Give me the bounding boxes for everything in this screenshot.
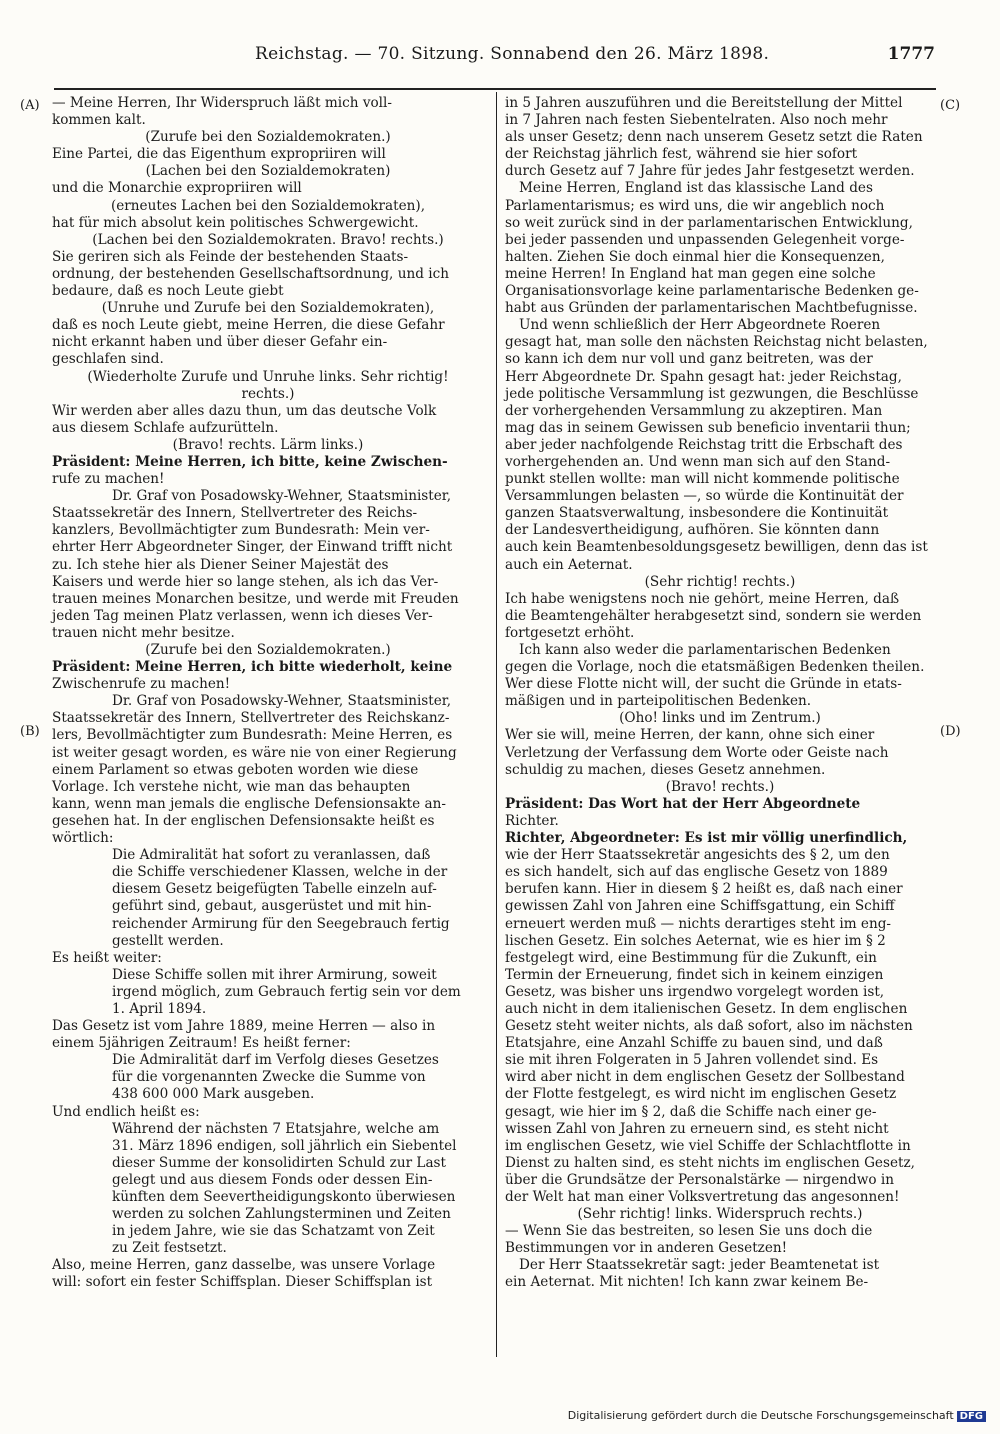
text-line: irgend möglich, zum Gebrauch fertig sein vor dem — [112, 983, 461, 1000]
text-line: der Welt hat man einer Volksvertretung das angesonnen! — [505, 1189, 900, 1205]
text-line: (Unruhe und Zurufe bei den Sozialdemokraten), — [101, 300, 435, 317]
text-line: Ich kann also weder die parlamentarischen Bedenken — [519, 642, 891, 658]
text-line: Also, meine Herren, ganz dasselbe, was unsere Vorlage — [52, 1257, 436, 1274]
text-line: zu. Ich stehe hier als Diener Seiner Majestät des — [52, 556, 389, 573]
text-line: gesagt, wie hier im § 2, daß die Schiffe nach einer ge- — [505, 1103, 877, 1120]
text-line: durch Gesetz auf 7 Jahre für jedes Jahr festgesetzt werden. — [505, 163, 915, 180]
text-line: Termin der Erneuerung, findet sich in keinem einzigen — [505, 966, 884, 983]
text-line: wie der Herr Staatssekretär angesichts des § 2, um den — [505, 847, 890, 864]
text-line: Wir werden aber alles dazu thun, um das deutsche Volk — [52, 402, 437, 419]
text-line: Wer diese Flotte nicht will, der sucht die Gründe in etats- — [505, 676, 902, 693]
right-column — [505, 95, 935, 1292]
text-line: ein Aeternat. Mit nichten! Ich kann zwar keinem Be- — [505, 1274, 869, 1291]
text-line: wörtlich: — [52, 830, 114, 847]
text-line: auch nicht in dem italienischen Gesetz. In dem englischen — [505, 1000, 908, 1017]
text-line: Während der nächsten 7 Etatsjahre, welche am — [112, 1120, 440, 1137]
text-line: bedaure, daß es noch Leute giebt — [52, 283, 284, 300]
text-line: trauen nicht mehr besitze. — [52, 624, 235, 641]
text-line: Verletzung der Verfassung dem Worte oder Geiste nach — [505, 744, 889, 761]
text-line: auch ein Aeternat. — [505, 556, 633, 573]
text-line: Bestimmungen vor in anderen Gesetzen! — [505, 1240, 788, 1257]
text-line: geschlafen sind. — [52, 351, 164, 368]
header-rule — [54, 88, 936, 90]
text-line: (Oho! links und im Zentrum.) — [619, 710, 821, 727]
page-header — [60, 44, 935, 70]
text-line: so kann ich dem nur voll und ganz beitreten, was der — [505, 351, 873, 368]
text-line: meine Herren! In England hat man gegen eine solche — [505, 265, 876, 282]
text-line: (Wiederholte Zurufe und Unruhe links. Sehr richtig! — [87, 368, 449, 385]
text-line: ganzen Staatsverwaltung, insbesondere die Kontinuität — [505, 505, 889, 522]
page-number: 1777 — [887, 44, 935, 64]
text-line: lischen Gesetz. Ein solches Aeternat, wie es hier im § 2 — [505, 932, 886, 949]
running-title: Reichstag. — 70. Sitzung. Sonnabend den 26. März 1898. — [255, 44, 770, 64]
text-line: Das Gesetz ist vom Jahre 1889, meine Herren — also in — [52, 1018, 436, 1035]
text-line: als unser Gesetz; denn nach unserem Gesetz setzt die Raten — [505, 129, 923, 146]
text-line: Dienst zu halten sind, es steht nichts im englischen Gesetz, — [505, 1154, 915, 1171]
text-line: kann, wenn man jemals die englische Defensionsakte an- — [52, 795, 446, 812]
text-line: reichender Armirung für den Seegebrauch fertig — [112, 915, 450, 932]
text-line: im englischen Gesetz, wie viel Schiffe der Schlachtflotte in — [505, 1137, 911, 1154]
text-line: so weit zurück sind in der parlamentarischen Entwicklung, — [505, 214, 913, 231]
text-line: Zwischenrufe zu machen! — [52, 676, 231, 693]
text-line: wissen Zahl von Jahren zu erneuern sind, es steht nicht — [505, 1120, 889, 1137]
text-line: gesagt hat, man solle den nächsten Reichstag nicht belasten, — [505, 334, 928, 351]
text-line: schuldig zu machen, dieses Gesetz annehmen. — [505, 761, 826, 778]
section-mark-d: (D) — [940, 724, 961, 739]
text-line: Es heißt weiter: — [52, 949, 162, 966]
text-line: Die Admiralität hat sofort zu veranlassen, daß — [112, 847, 431, 864]
text-line: geführt sind, gebaut, ausgerüstet und mit hin- — [112, 898, 432, 915]
text-line: in jedem Jahre, wie sie das Schatzamt von Zeit — [112, 1223, 435, 1240]
text-line: — Wenn Sie das bestreiten, so lesen Sie uns doch die — [505, 1223, 873, 1240]
text-line: Sie geriren sich als Feinde der bestehenden Staats- — [52, 248, 409, 265]
text-line: ordnung, der bestehenden Gesellschaftsordnung, und ich — [52, 265, 449, 282]
left-column — [52, 95, 484, 1292]
text-line: erneuert werden muß — nichts derartiges steht im eng- — [505, 915, 891, 932]
text-line: mag das in seinem Gewissen sub beneficio inventarii thun; — [505, 419, 911, 436]
text-line: zu Zeit festsetzt. — [112, 1240, 227, 1257]
text-line: die Schiffe verschiedener Klassen, welche in der — [112, 864, 448, 881]
text-line: aus diesem Schlafe aufzurütteln. — [52, 419, 279, 436]
text-line: sie mit ihren Folgeraten in 5 Jahren vollendet sind. Es — [505, 1052, 879, 1069]
text-line: (Bravo! rechts. Lärm links.) — [172, 436, 364, 453]
text-line: es sich handelt, sich auf das englische Gesetz von 1889 — [505, 864, 888, 881]
text-line: Parlamentarismus; es wird uns, die wir angeblich noch — [505, 197, 885, 214]
text-line: Und endlich heißt es: — [52, 1103, 200, 1120]
text-line: kanzlers, Bevollmächtigter zum Bundesrath: Mein ver- — [52, 522, 430, 539]
section-mark-c: (C) — [940, 98, 961, 113]
text-line: Vorlage. Ich verstehe nicht, wie man das behaupten — [52, 778, 411, 795]
text-line: 31. März 1896 endigen, soll jährlich ein Siebentel — [112, 1137, 457, 1154]
text-line: mäßigen und in parteipolitischen Bedenken. — [505, 693, 812, 710]
text-line: Kaisers und werde hier so lange stehen, als ich das Ver- — [52, 573, 439, 590]
text-line: (Sehr richtig! links. Widerspruch rechts.) — [577, 1206, 863, 1223]
text-line: Wer sie will, meine Herren, der kann, ohne sich einer — [505, 727, 875, 744]
footer-text: Digitalisierung gefördert durch die Deutsche Forschungsgemeinschaft — [567, 1409, 954, 1422]
text-line: Richter. — [505, 812, 559, 829]
text-line: der vorhergehenden Versammlung zu akzeptiren. Man — [505, 402, 883, 419]
text-line: Präsident: Meine Herren, ich bitte wiederholt, keine — [52, 659, 453, 676]
text-line: in 5 Jahren auszuführen und die Bereitstellung der Mittel — [505, 95, 903, 111]
text-line: Gesetz steht weiter nichts, als daß sofort, also im nächsten — [505, 1018, 913, 1035]
text-line: auch kein Beamtenbesoldungsgesetz bewilligen, denn das ist — [505, 539, 928, 556]
text-line: Staatssekretär des Innern, Stellvertreter des Reichs- — [52, 505, 418, 522]
column-rule — [496, 92, 497, 1357]
text-line: Die Admiralität darf im Verfolg dieses Gesetzes — [112, 1052, 439, 1069]
text-line: Präsident: Meine Herren, ich bitte, keine Zwischen- — [52, 453, 448, 470]
text-line: (Zurufe bei den Sozialdemokraten.) — [145, 642, 391, 658]
text-line: Etatsjahre, eine Anzahl Schiffe zu bauen sind, und daß — [505, 1035, 883, 1052]
text-line: — Meine Herren, Ihr Widerspruch läßt mich voll- — [52, 95, 392, 111]
text-line: über die Grundsätze der Personalstärke — nirgendwo in — [505, 1171, 894, 1188]
text-line: Präsident: Das Wort hat der Herr Abgeordnete — [505, 795, 861, 812]
text-line: der Flotte festgelegt, es wird nicht im englischen Gesetz — [505, 1086, 897, 1103]
text-line: diesem Gesetz beigefügten Tabelle einzeln auf- — [112, 881, 437, 898]
text-line: fortgesetzt erhöht. — [505, 624, 635, 641]
text-line: (Lachen bei den Sozialdemokraten) — [145, 163, 391, 180]
text-line: kommen kalt. — [52, 112, 146, 129]
text-line: 438 600 000 Mark ausgeben. — [112, 1086, 315, 1103]
text-line: die Beamtengehälter herabgesetzt sind, sondern sie werden — [505, 607, 922, 624]
text-line: dieser Summe der konsolidirten Schuld zur Last — [112, 1154, 446, 1171]
text-line: Meine Herren, England ist das klassische Land des — [519, 180, 873, 197]
text-line: künften dem Seevertheidigungskonto überwiesen — [112, 1189, 456, 1205]
section-mark-a: (A) — [20, 98, 40, 113]
dfg-logo: DFG — [957, 1411, 986, 1422]
footer-credit — [568, 1409, 986, 1422]
text-line: gesehen hat. In der englischen Defensionsakte heißt es — [52, 812, 435, 829]
text-line: einem Parlament so etwas geboten worden wie diese — [52, 761, 419, 778]
text-line: Herr Abgeordnete Dr. Spahn gesagt hat: jeder Reichstag, — [505, 368, 902, 385]
text-line: (Bravo! rechts.) — [665, 778, 775, 795]
text-line: (erneutes Lachen bei den Sozialdemokraten), — [110, 197, 426, 214]
text-line: ehrter Herr Abgeordneter Singer, der Einwand trifft nicht — [52, 539, 453, 556]
text-line: Gesetz, was bisher uns irgendwo vorgelegt worden ist, — [505, 983, 885, 1000]
text-line: Diese Schiffe sollen mit ihrer Armirung, soweit — [112, 966, 437, 983]
text-line: gelegt und aus diesem Fonds oder dessen Ein- — [112, 1171, 433, 1188]
text-line: Der Herr Staatssekretär sagt: jeder Beamtenetat ist — [519, 1257, 880, 1274]
text-line: Richter, Abgeordneter: Es ist mir völlig unerfindlich, — [505, 830, 908, 847]
text-line: gewissen Zahl von Jahren eine Schiffsgattung, ein Schiff — [505, 898, 895, 915]
text-line: (Lachen bei den Sozialdemokraten. Bravo! rechts.) — [92, 231, 444, 248]
text-line: will: sofort ein fester Schiffsplan. Dieser Schiffsplan ist — [52, 1274, 433, 1291]
text-line: jede politische Versammlung ist gezwungen, die Beschlüsse — [505, 385, 919, 402]
text-line: vorhergehenden an. Und wenn man sich auf den Stand- — [505, 453, 891, 470]
text-line: aber jeder nachfolgende Reichstag tritt die Erbschaft des — [505, 436, 903, 453]
text-line: wird aber nicht in dem englischen Gesetz der Sollbestand — [505, 1069, 905, 1086]
text-line: und die Monarchie expropriiren will — [52, 180, 302, 197]
text-line: berufen kann. Hier in diesem § 2 heißt es, daß nach einer — [505, 881, 903, 898]
text-line: Staatssekretär des Innern, Stellvertreter des Reichskanz- — [52, 710, 450, 727]
text-line: punkt stellen wollte: man will nicht kommende politische — [505, 471, 900, 488]
text-line: 1. April 1894. — [112, 1000, 207, 1017]
text-line: halten. Ziehen Sie doch einmal hier die Konsequenzen, — [505, 248, 885, 265]
text-line: lers, Bevollmächtigter zum Bundesrath: Meine Herren, es — [52, 727, 453, 744]
text-line: für die vorgenannten Zwecke die Summe von — [112, 1069, 426, 1086]
text-line: der Reichstag jährlich fest, während sie hier sofort — [505, 146, 858, 163]
text-line: hat für mich absolut kein politisches Schwergewicht. — [52, 214, 419, 231]
text-line: (Zurufe bei den Sozialdemokraten.) — [145, 129, 391, 146]
text-line: Und wenn schließlich der Herr Abgeordnete Roeren — [519, 317, 881, 334]
text-line: rechts.) — [241, 385, 295, 402]
text-line: gestellt werden. — [112, 932, 224, 949]
text-line: Versammlungen belasten —, so würde die Kontinuität der — [505, 488, 904, 505]
text-line: einem 5jährigen Zeitraum! Es heißt ferner: — [52, 1035, 351, 1052]
text-line: rufe zu machen! — [52, 471, 165, 488]
text-line: trauen meines Monarchen besitze, und werde mit Freuden — [52, 590, 459, 607]
text-line: der Landesvertheidigung, aufhören. Sie könnten dann — [505, 522, 880, 539]
text-line: festgelegt wird, eine Bestimmung für die Zukunft, ein — [505, 949, 877, 966]
text-line: daß es noch Leute giebt, meine Herren, die diese Gefahr — [52, 317, 445, 334]
text-line: bei jeder passenden und unpassenden Gelegenheit vorge- — [505, 231, 905, 248]
text-line: Organisationsvorlage keine parlamentarische Bedenken ge- — [505, 283, 919, 300]
text-line: habt aus Gründen der parlamentarischen Machtbefugnisse. — [505, 300, 918, 317]
text-line: nicht erkannt haben und über dieser Gefahr ein- — [52, 334, 388, 351]
text-line: jeden Tag meinen Platz verlassen, wenn ich dieses Ver- — [52, 607, 433, 624]
section-mark-b: (B) — [20, 724, 40, 739]
text-line: (Sehr richtig! rechts.) — [644, 573, 796, 590]
text-line: gegen die Vorlage, noch die etatsmäßigen Bedenken theilen. — [505, 659, 925, 676]
text-line: Eine Partei, die das Eigenthum expropriiren will — [52, 146, 386, 163]
text-line: Dr. Graf von Posadowsky-Wehner, Staatsminister, — [112, 488, 452, 505]
text-line: in 7 Jahren nach festen Siebentelraten. Also noch mehr — [505, 112, 888, 129]
text-line: werden zu solchen Zahlungsterminen und Zeiten — [112, 1206, 451, 1223]
text-line: Dr. Graf von Posadowsky-Wehner, Staatsminister, — [112, 693, 452, 710]
text-line: ist weiter gesagt worden, es wäre nie von einer Regierung — [52, 744, 457, 761]
text-line: Ich habe wenigstens noch nie gehört, meine Herren, daß — [505, 590, 900, 607]
